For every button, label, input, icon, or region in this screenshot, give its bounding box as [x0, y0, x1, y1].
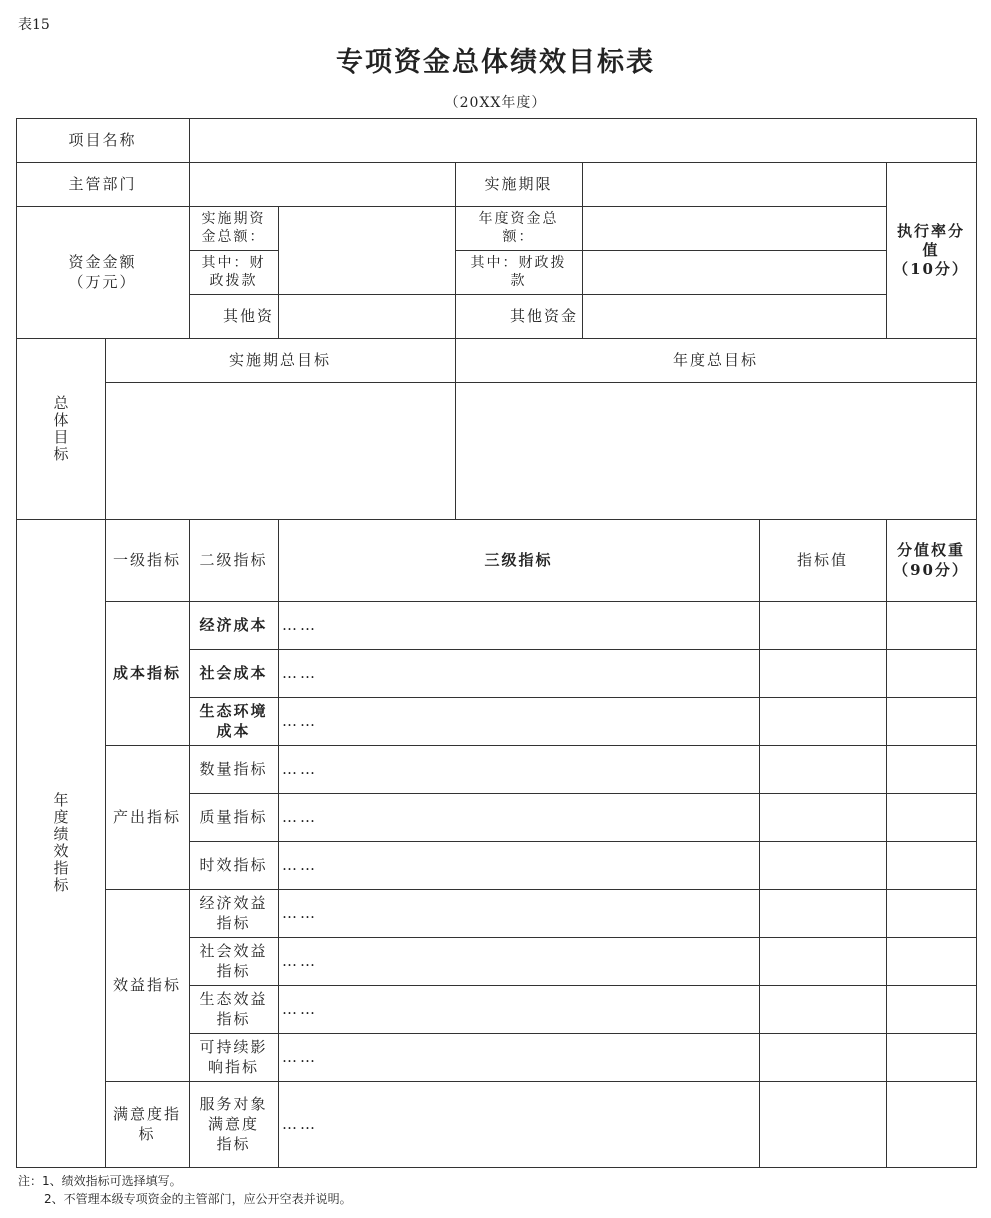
page-subtitle: （20XX年度） — [444, 95, 547, 111]
performance-table — [16, 118, 976, 1167]
footnote-1: 注：1、绩效指标可选择填写。 — [18, 1174, 182, 1188]
funds-label: 资金金额 （万元） — [68, 253, 137, 291]
level3-placeholder: …… — [282, 664, 318, 682]
group-benefit: 效益指标 — [112, 976, 181, 994]
grid-line — [278, 206, 279, 339]
item-economic-cost: 经济成本 — [199, 616, 268, 634]
level3-placeholder: …… — [282, 712, 318, 730]
project-name-label: 项目名称 — [68, 131, 137, 149]
level3-placeholder: …… — [282, 760, 318, 778]
item-service-satisfaction: 服务对象 满意度 指标 — [199, 1095, 268, 1153]
level3-placeholder: …… — [282, 856, 318, 874]
level3-placeholder: …… — [282, 952, 318, 970]
group-cost: 成本指标 — [112, 664, 181, 682]
annual-indicators-text: 年度绩效指标 — [51, 792, 70, 894]
table-number: 表15 — [18, 17, 50, 33]
footnotes — [18, 1172, 352, 1208]
annual-indicators-label — [16, 519, 105, 1167]
execution-rate-label: 执行率分 值 （10分） — [893, 221, 969, 278]
annual-total-label: 年度资金总 额： — [478, 211, 559, 245]
period-total-label: 实施期资 金总额： — [201, 211, 266, 245]
col-level1-header: 一级指标 — [112, 551, 181, 569]
col-level2-header: 二级指标 — [199, 551, 268, 569]
fiscal-allocation-label-annual: 其中：财政拨 款 — [470, 255, 567, 289]
grid-line — [976, 118, 977, 1168]
grid-line — [105, 382, 977, 383]
item-social-benefit: 社会效益 指标 — [199, 942, 268, 980]
level3-placeholder: …… — [282, 1000, 318, 1018]
col-value-header: 指标值 — [796, 551, 848, 569]
item-sustainability: 可持续影 响指标 — [199, 1038, 268, 1076]
fiscal-allocation-label: 其中：财 政拨款 — [201, 255, 266, 289]
level3-placeholder: …… — [282, 616, 318, 634]
period-label: 实施期限 — [484, 175, 553, 193]
item-social-cost: 社会成本 — [199, 664, 268, 682]
item-eco-benefit: 生态效益 指标 — [199, 990, 268, 1028]
department-label: 主管部门 — [68, 175, 137, 193]
item-eco-env-cost: 生态环境 成本 — [199, 702, 268, 740]
overall-goal-text: 总体目标 — [51, 394, 70, 463]
level3-placeholder: …… — [282, 808, 318, 826]
other-funds-label: 其他资 — [222, 307, 274, 325]
grid-line — [759, 519, 760, 1168]
group-output: 产出指标 — [112, 808, 181, 826]
level3-placeholder: …… — [282, 1048, 318, 1066]
item-quality: 质量指标 — [199, 808, 268, 826]
item-economic-benefit: 经济效益 指标 — [199, 894, 268, 932]
group-satisfaction: 满意度指 标 — [112, 1105, 181, 1143]
col-weight-header: 分值权重 （90分） — [893, 541, 969, 579]
item-timeliness: 时效指标 — [199, 856, 268, 874]
item-quantity: 数量指标 — [199, 760, 268, 778]
grid-line — [886, 519, 887, 1168]
period-goal-header: 实施期总目标 — [228, 351, 331, 369]
annual-goal-header: 年度总目标 — [672, 351, 758, 369]
overall-goal-label — [16, 338, 105, 519]
page-title: 专项资金总体绩效目标表 — [336, 47, 655, 78]
col-level3-header: 三级指标 — [484, 551, 553, 569]
footnote-2: 2、不管理本级专项资金的主管部门，应公开空表并说明。 — [44, 1192, 352, 1206]
grid-line — [16, 1167, 977, 1168]
level3-placeholder: …… — [282, 904, 318, 922]
level3-placeholder: …… — [282, 1115, 318, 1133]
grid-line — [582, 162, 583, 339]
other-funds-label-annual: 其他资金 — [509, 307, 578, 325]
